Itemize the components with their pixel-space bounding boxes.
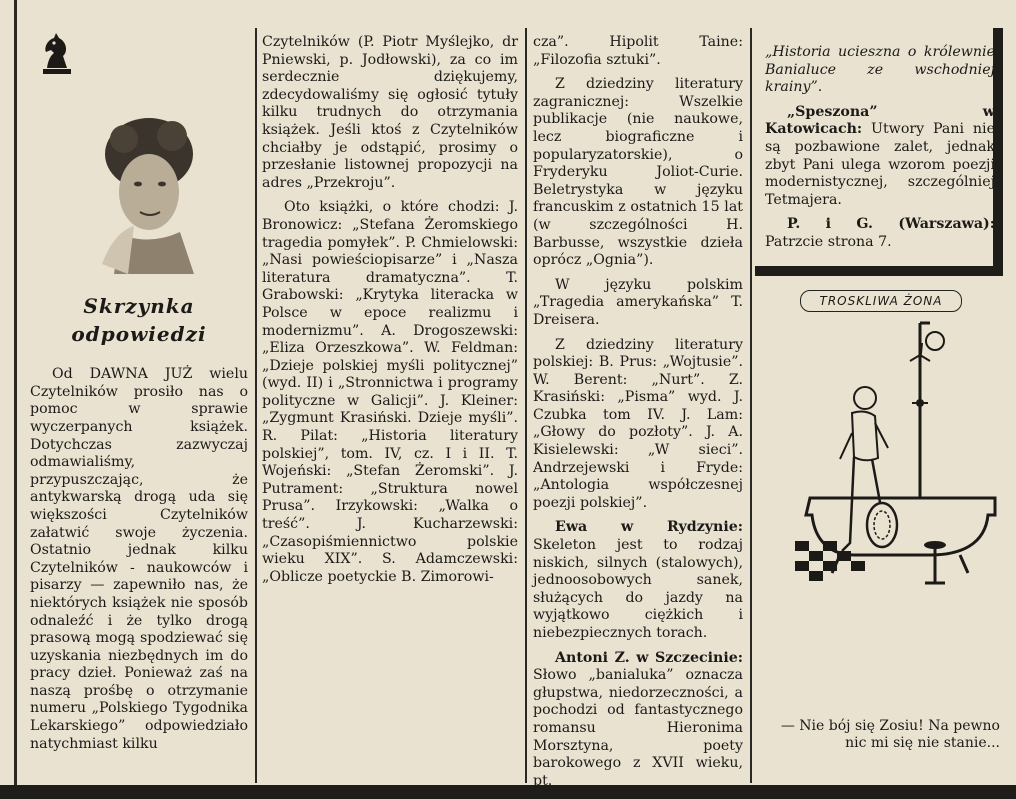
- article-paragraph: „Historia ucieszna o królewnie Banialuce ze wschodniej krainy”.: [765, 44, 995, 96]
- bottom-bar: [0, 785, 1016, 799]
- column-rule: [525, 28, 527, 783]
- reply-antoni: [533, 650, 743, 791]
- article-paragraph: Od DAWNA JUŻ wielu Czytelników prosiło nas o pomoc w sprawie wyczerpanych książek. Dotychczas zazwyczaj odmawialiśmy, przypuszczając, że antykwarską drogą uda się większości Czytelników załatwić swoje życzenia. Ostatnio jednak kilku Czytelników - naukowców i pisarzy — zapewniło nas, że niektórych książek nie sposób odnaleźć i że tylko drogą prasową mogą spodziewać się uzyskania niezbędnych im do pracy dzieł. Ponieważ zaś na naszą prośbę o otrzymanie numeru „Polskiego Tygodnika Lekarskiego” odpowiedziało natychmiast kilku: [30, 366, 248, 752]
- column-rule: [750, 28, 752, 783]
- article-paragraph: cza”. Hipolit Taine: „Filozofia sztuki”.: [533, 34, 743, 68]
- article-paragraph: Czytelników (P. Piotr Myślejko, dr Pniewski, p. Jodłowski), za co im serdecznie dziękujemy, zdecydowaliśmy się ogłosić tytuły kilku trudnych do otrzymania książek. Jeśli ktoś z Czytelników chciałby je odstąpić, prosimy o przesłanie listownej propozycji na adres „Przekroju”.: [262, 34, 518, 191]
- reply-ewa: [533, 519, 743, 642]
- reply-speszona: [765, 104, 995, 210]
- reply-pig: [765, 216, 995, 251]
- reply-text: Skeleton jest to rodzaj niskich, silnych (stalowych), jednoosobowych sanek, służących do jazdy na wyjątkowo ciężkich i niebezpiecznych torach.: [533, 537, 743, 641]
- column-3: [533, 34, 743, 797]
- column-rule: [14, 0, 17, 785]
- article-paragraph: Z dziedziny literatury zagranicznej: Wszelkie publikacje (nie naukowe, lecz biograficzne i popularyzatorskie), o Fryderyku Joliot-Curie. Beletrystyka w języku francuskim z ostatnich 15 lat (w szczególności H. Barbusse, wszystkie dzieła oprócz „Ognia”).: [533, 76, 743, 269]
- reply-text: Patrzcie strona 7.: [765, 233, 892, 250]
- portrait-photo: [94, 114, 204, 274]
- reply-recipient: „Speszona” w Katowicach:: [765, 103, 995, 138]
- column-rule: [255, 28, 257, 783]
- chess-knight-icon: [37, 30, 77, 76]
- column-1: [30, 352, 248, 767]
- cartoon-caption: — Nie bój się Zosiu! Na pewno nic mi się nie stanie...: [780, 718, 1000, 751]
- reply-text: Słowo „banialuka” oznacza głupstwa, niedorzeczności, a pochodzi od fantastycznego romansu Hieronima Morsztyna, poety barokowego z XVII wieku, pt.: [533, 667, 743, 789]
- reply-recipient: Ewa w Rydzynie:: [555, 519, 743, 536]
- section-heading: Skrzynka odpowiedzi: [71, 294, 207, 346]
- article-paragraph: Z dziedziny literatury polskiej: B. Prus: „Wojtusie”. W. Berent: „Nurt”. Z. Krasiński: „Pisma” wyd. J. Czubka tom IV. J. Lam: „Głowy do pozłoty”. J. A. Kisielewski: „W sieci”. Andrzejewski i Fryde: „Antologia współczesnej poezji polskiej”.: [533, 336, 743, 511]
- reply-recipient: P. i G. (Warszawa):: [787, 216, 995, 233]
- article-paragraph: W języku polskim „Tragedia amerykańska” T. Dreisera.: [533, 276, 743, 328]
- column-2: [262, 34, 518, 593]
- reply-text: Utwory Pani nie są pozbawione zalet, jednak zbyt Pani ulega wzorom poezji modernistycznej, szczególniej Tetmajera.: [765, 121, 995, 208]
- cartoon-title: TROSKLIWA ŻONA: [800, 290, 962, 312]
- column-4: [765, 44, 995, 252]
- reply-recipient: Antoni Z. w Szczecinie:: [555, 649, 743, 666]
- article-paragraph: Oto książki, o które chodzi: J. Bronowicz: „Stefana Żeromskiego tragedia pomyłek”. P. Chmielowski: „Nasi powieściopisarze” i „Nasza literatura dramatyczna”. T. Grabowski: „Krytyka literacka w Polsce w epoce realizmu i modernizmu”. A. Drogoszewski: „Eliza Orzeszkowa”. W. Feldman: „Dzieje polskiej myśli politycznej” (wyd. II) i „Stronnictwa i programy polityczne w Galicji”. J. Kleiner: „Zygmunt Krasiński. Dzieje myśli”. R. Pilat: „Historia literatury polskiej”, tom. IV, cz. I i II. T. Wojeński: „Stefan Żeromski”. J. Putrament: „Struktura nowel Prusa”. Irzykowski: „Walka o treść”. J. Kucharzewski: „Czasopiśmiennictwo polskie wieku XIX”. S. Adamczewski: „Oblicze poetyckie B. Zimorowi-: [262, 199, 518, 585]
- cartoon-illustration: [770, 283, 1000, 775]
